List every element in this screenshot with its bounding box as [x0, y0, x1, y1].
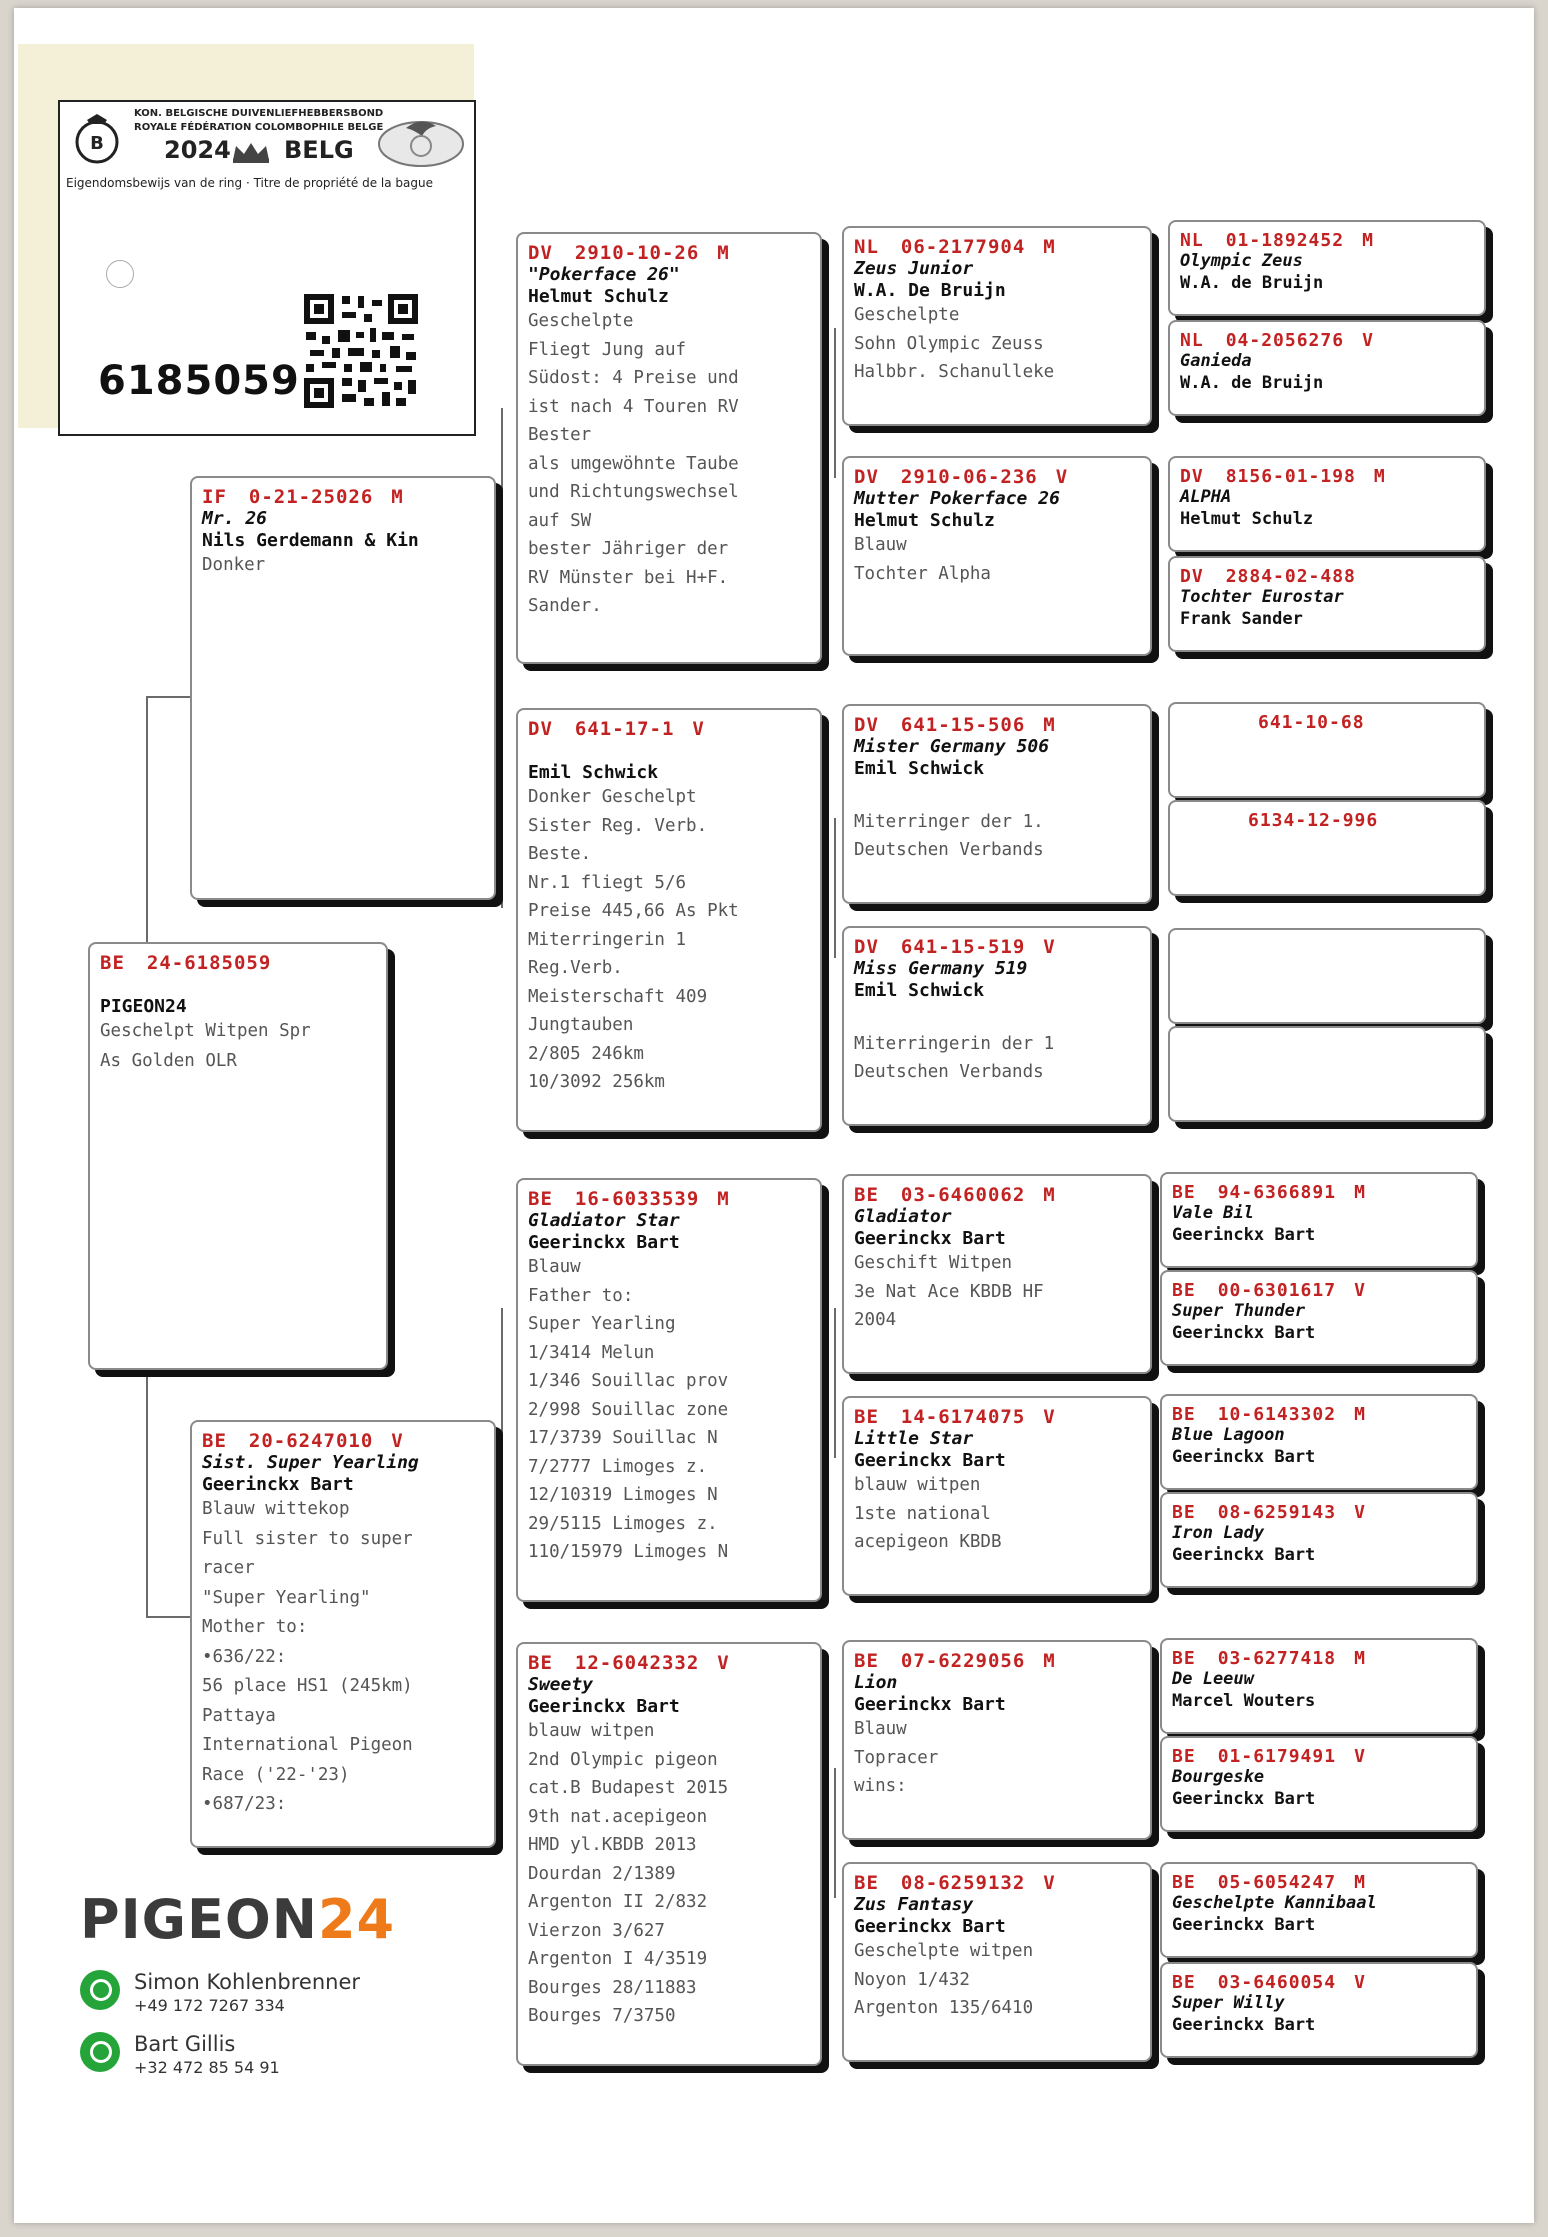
breeder-name: Frank Sander — [1180, 609, 1303, 629]
ring-number: NL 01-1892452 M — [1180, 230, 1374, 251]
pigeon-details: Geschelpte witpen Noyon 1/432 Argenton 135/6410 — [854, 1941, 1034, 2018]
ring-number: DV 2884-02-488 — [1180, 566, 1356, 587]
breeder-name: Helmut Schulz — [528, 286, 669, 307]
breeder-name: Geerinckx Bart — [1172, 1915, 1316, 1935]
breeder-name: W.A. de Bruijn — [1180, 273, 1324, 293]
ring-number: BE 08-6259132 V — [854, 1872, 1056, 1894]
pigeon-name: Zus Fantasy — [854, 1894, 974, 1915]
ring-number: BE 03-6277418 M — [1172, 1648, 1366, 1669]
ring-number: BE 12-6042332 V — [528, 1652, 730, 1674]
whatsapp-icon — [80, 1970, 120, 2010]
ring-number: BE 94-6366891 M — [1172, 1182, 1366, 1203]
pigeon-name: Tochter Eurostar — [1180, 587, 1344, 607]
breeder-name: Emil Schwick — [854, 758, 985, 779]
breeder-name: Emil Schwick — [854, 980, 985, 1001]
ring-year: 2024 — [164, 136, 231, 164]
punch-hole — [106, 260, 134, 288]
ring-number: BE 07-6229056 M — [854, 1650, 1056, 1672]
pedigree-card-dds — [842, 1640, 1152, 1840]
ring-number: DV 641-15-519 V — [854, 936, 1056, 958]
connector-line — [501, 1308, 503, 1718]
pigeon-name: "Pokerface 26" — [528, 264, 680, 285]
pedigree-card-sss — [842, 226, 1152, 426]
pigeon-details: Donker — [202, 555, 266, 575]
breeder-name: Helmut Schulz — [854, 510, 995, 531]
pigeon24-logo: PIGEON24 — [80, 1888, 396, 1951]
connector-line — [146, 1616, 190, 1618]
breeder-name: Geerinckx Bart — [854, 1228, 1006, 1249]
ring-number: DV 641-17-1 V — [528, 718, 705, 740]
ring-number: DV 2910-10-26 M — [528, 242, 730, 264]
pedigree-card-g4 — [1168, 456, 1486, 552]
pedigree-card-dam — [190, 1420, 496, 1848]
pedigree-card-g4 — [1160, 1270, 1478, 1366]
pigeon-details: Blauw Father to: Super Yearling 1/3414 Melun 1/346 Souillac prov 2/998 Souillac zone 17/3739 Souillac N 7/2777 Limoges z. 12/10319 Limoges N 29/5115 Limoges z. 110/15979 Limoges N — [528, 1257, 729, 1562]
pigeon-name: Miss Germany 519 — [854, 958, 1028, 979]
kbdb-emblem-icon — [74, 112, 120, 166]
ring-card-frame — [58, 100, 476, 436]
pedigree-card-g4 — [1168, 702, 1486, 798]
federation-name-fr: ROYALE FÉDÉRATION COLOMBOPHILE BELGE — [134, 122, 384, 133]
qr-code-icon — [302, 292, 420, 410]
pigeon-name: Zeus Junior — [854, 258, 974, 279]
breeder-name: Geerinckx Bart — [1172, 1225, 1316, 1245]
pigeon-details: Donker Geschelpt Sister Reg. Verb. Beste. Nr.1 fliegt 5/6 Preise 445,66 As Pkt Miterringerin 1 Reg.Verb. Meisterschaft 409 Jungtauben 2/805 246km 10/3092 256km — [528, 787, 739, 1092]
pigeon-details: Miterringerin der 1 Deutschen Verbands — [854, 1033, 1055, 1082]
breeder-name: Emil Schwick — [528, 762, 659, 783]
pigeon-name: Lion — [854, 1672, 898, 1693]
pedigree-page — [14, 8, 1534, 2223]
pigeon-name: Geschelpte Kannibaal — [1172, 1893, 1377, 1913]
breeder-name: Marcel Wouters — [1172, 1691, 1316, 1711]
ring-number: NL 06-2177904 M — [854, 236, 1056, 258]
pigeon-details: Blauw wittekop Full sister to super racer "Super Yearling" Mother to: •636/22: 56 place HS1 (245km) Pattaya International Pigeon Race ('22-'23) •687/23: — [202, 1499, 413, 1814]
ring-certificate-card — [18, 44, 474, 428]
fci-pigeon-logo-icon — [376, 114, 466, 168]
breeder-name: Geerinckx Bart — [1172, 2015, 1316, 2035]
pedigree-card-sdd — [842, 926, 1152, 1126]
pigeon-name: Little Star — [854, 1428, 974, 1449]
ring-number: BE 03-6460054 V — [1172, 1972, 1366, 1993]
pigeon-details: blauw witpen 1ste national acepigeon KBDB — [854, 1475, 1002, 1552]
pedigree-card-g4 — [1168, 320, 1486, 416]
ring-number: BE 03-6460062 M — [854, 1184, 1056, 1206]
ring-number: BE 10-6143302 M — [1172, 1404, 1366, 1425]
pedigree-card-g4 — [1160, 1394, 1478, 1490]
ring-country: BELG — [284, 136, 354, 164]
pedigree-card-sds — [842, 704, 1152, 904]
ring-number: BE 05-6054247 M — [1172, 1872, 1366, 1893]
breeder-name: Geerinckx Bart — [1172, 1789, 1316, 1809]
ring-number: BE 14-6174075 V — [854, 1406, 1056, 1428]
ring-number: BE 24-6185059 — [100, 952, 272, 974]
pigeon-name: Super Willy — [1172, 1993, 1285, 2013]
connector-line — [146, 696, 190, 698]
pigeon-details: Blauw Tochter Alpha — [854, 535, 991, 584]
ring-number: DV 641-15-506 M — [854, 714, 1056, 736]
pedigree-card-dsd — [842, 1396, 1152, 1596]
pigeon-name — [1180, 1057, 1474, 1079]
pigeon-name: Sweety — [528, 1674, 594, 1695]
ring-number: IF 0-21-25026 M — [202, 486, 404, 508]
connector-line — [834, 1308, 836, 1458]
pedigree-card-ssd — [842, 456, 1152, 656]
pedigree-card-g4 — [1168, 928, 1486, 1024]
breeder-name: Geerinckx Bart — [854, 1450, 1006, 1471]
pigeon-name — [1226, 831, 1474, 853]
breeder-name: Geerinckx Bart — [1172, 1545, 1316, 1565]
pedigree-card-g4 — [1168, 556, 1486, 652]
ring-number: NL 04-2056276 V — [1180, 330, 1374, 351]
ring-number: BE 16-6033539 M — [528, 1188, 730, 1210]
pedigree-card-g4 — [1160, 1962, 1478, 2058]
contact-phone[interactable]: +49 172 7267 334 — [134, 1996, 285, 2015]
breeder-name: Nils Gerdemann & Kin — [202, 530, 419, 551]
breeder-name: Geerinckx Bart — [528, 1232, 680, 1253]
breeder-name: W.A. de Bruijn — [1180, 373, 1324, 393]
pigeon-name: De Leeuw — [1172, 1669, 1254, 1689]
pigeon-details: Geschift Witpen 3e Nat Ace KBDB HF 2004 — [854, 1253, 1044, 1330]
pigeon-name: Ganieda — [1180, 351, 1252, 371]
pigeon-name: Mister Germany 506 — [854, 736, 1050, 757]
pigeon-name: Olympic Zeus — [1180, 251, 1303, 271]
pedigree-card-ddd — [842, 1862, 1152, 2062]
breeder-name: Geerinckx Bart — [854, 1916, 1006, 1937]
contact-phone[interactable]: +32 472 85 54 91 — [134, 2058, 280, 2077]
pigeon-name — [528, 740, 810, 762]
pedigree-card-subject — [88, 942, 388, 1370]
breeder-name: W.A. De Bruijn — [854, 280, 1006, 301]
breeder-name: PIGEON24 — [100, 996, 187, 1017]
connector-line — [501, 408, 503, 908]
pedigree-card-g4 — [1160, 1862, 1478, 1958]
pedigree-card-dam-dam — [516, 1642, 822, 2066]
pigeon-name: Iron Lady — [1172, 1523, 1265, 1543]
ring-number: 6134-12-996 — [1248, 810, 1379, 831]
pigeon-name: Gladiator Star — [528, 1210, 680, 1231]
pigeon-name: Bourgeske — [1172, 1767, 1265, 1787]
pedigree-card-g4 — [1160, 1638, 1478, 1734]
connector-line — [834, 818, 836, 958]
ring-number: BE 08-6259143 V — [1172, 1502, 1366, 1523]
pigeon-details: Miterringer der 1. Deutschen Verbands — [854, 811, 1044, 860]
ring-number: BE 01-6179491 V — [1172, 1746, 1366, 1767]
ring-number — [1180, 1036, 1474, 1057]
svg-text:B: B — [90, 133, 104, 154]
pigeon-details: Blauw Topracer wins: — [854, 1719, 939, 1796]
federation-name-nl: KON. BELGISCHE DUIVENLIEFHEBBERSBOND — [134, 108, 384, 119]
pigeon-name — [100, 974, 376, 996]
pigeon-name: Super Thunder — [1172, 1301, 1306, 1321]
connector-line — [146, 1348, 148, 1618]
contact-name: Simon Kohlenbrenner — [134, 1970, 360, 1994]
pedigree-card-g4 — [1168, 1026, 1486, 1122]
pigeon-details: Geschelpte Fliegt Jung auf Südost: 4 Preise und ist nach 4 Touren RV Bester als umgewöhnte Taube und Richtungswechsel auf SW bester Jähriger der RV Münster bei H+F. Sander. — [528, 311, 739, 616]
pigeon-name: Mr. 26 — [202, 508, 268, 529]
breeder-name: Geerinckx Bart — [1172, 1447, 1316, 1467]
pigeon-details: Geschelpte Sohn Olympic Zeuss Halbbr. Schanulleke — [854, 305, 1055, 382]
pigeon-name: Gladiator — [854, 1206, 952, 1227]
pedigree-card-g4 — [1160, 1492, 1478, 1588]
ring-number — [1180, 938, 1474, 959]
ring-number: 641-10-68 — [1258, 712, 1365, 733]
pigeon-name — [1180, 959, 1474, 981]
pedigree-card-g4 — [1168, 800, 1486, 896]
pedigree-card-sire — [190, 476, 496, 900]
pigeon-name: Vale Bil — [1172, 1203, 1254, 1223]
ring-number: DV 2910-06-236 V — [854, 466, 1069, 488]
pedigree-card-g4 — [1160, 1736, 1478, 1832]
pigeon-name: Blue Lagoon — [1172, 1425, 1285, 1445]
connector-line — [146, 696, 148, 956]
connector-line — [834, 328, 836, 478]
contact-name: Bart Gillis — [134, 2032, 236, 2056]
pigeon-details: Geschelpt Witpen Spr As Golden OLR — [100, 1021, 311, 1071]
crown-icon — [230, 140, 272, 164]
ring-number: BE 20-6247010 V — [202, 1430, 404, 1452]
ring-number: DV 8156-01-198 M — [1180, 466, 1386, 487]
pigeon-name: Sist. Super Yearling — [202, 1452, 419, 1473]
pigeon-name: Mutter Pokerface 26 — [854, 488, 1060, 509]
pedigree-card-sire-dam — [516, 708, 822, 1132]
breeder-name: Geerinckx Bart — [1172, 1323, 1316, 1343]
pedigree-card-sire-sire — [516, 232, 822, 664]
breeder-name: Geerinckx Bart — [202, 1474, 354, 1495]
breeder-name: Geerinckx Bart — [854, 1694, 1006, 1715]
pedigree-card-g4 — [1168, 220, 1486, 316]
whatsapp-icon — [80, 2032, 120, 2072]
ownership-notice: Eigendomsbewijs van de ring · Titre de propriété de la bague — [66, 176, 433, 190]
pigeon-details: blauw witpen 2nd Olympic pigeon cat.B Budapest 2015 9th nat.acepigeon HMD yl.KBDB 2013 Dourdan 2/1389 Argenton II 2/832 Vierzon 3/627 Argenton I 4/3519 Bourges 28/11883 Bourges 7/3750 — [528, 1721, 729, 2026]
pedigree-card-g4 — [1160, 1172, 1478, 1268]
ring-number: BE 00-6301617 V — [1172, 1280, 1366, 1301]
ring-card-number: 6185059 — [98, 358, 300, 404]
breeder-name: Geerinckx Bart — [528, 1696, 680, 1717]
pedigree-card-dss — [842, 1174, 1152, 1374]
pedigree-card-dam-sire — [516, 1178, 822, 1602]
pigeon-name: ALPHA — [1180, 487, 1232, 507]
connector-line — [834, 1768, 836, 1898]
pigeon-name — [1236, 733, 1474, 755]
breeder-name: Helmut Schulz — [1180, 509, 1314, 529]
